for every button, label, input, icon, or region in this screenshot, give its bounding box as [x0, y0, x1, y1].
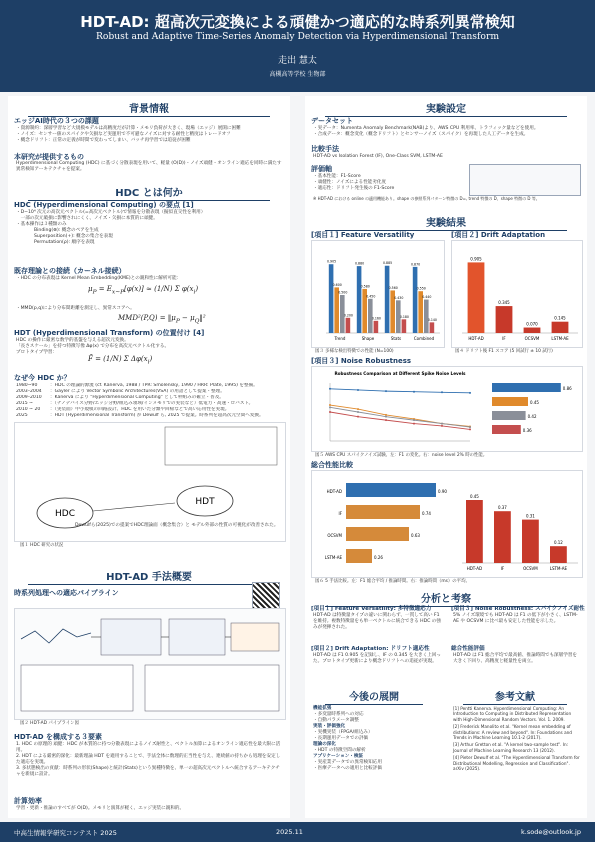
poster-title: HDT-AD: 超高次元変換による頑健かつ適応的な時系列異常検知 [80, 13, 515, 31]
data-point [329, 411, 331, 413]
tick-label: OCSVM [523, 566, 538, 571]
reference-item: [4] Pieter Dewulf et al. "The Hyperdimensional Transform for Distributional Modelling, Regression and Classification". arXiv (2025). [453, 755, 580, 772]
why-now-heading: なぜ今 HDC か？ [14, 374, 71, 382]
data-label: 0.905 [470, 256, 482, 262]
dataset-heading: データセット [311, 117, 353, 125]
timeline-event: ：（実装面）中小規模の回路設計、HDC を用いた分類や回帰などで高い応用性を実現。 [50, 407, 230, 412]
metrics-heading: 評価軸 [311, 165, 332, 173]
noise-robustness-chart [312, 367, 582, 451]
hdt-line: 「長さスケール」を持つ特徴写像 Δφ(x) で分布を高次元ベクトル化する。 [16, 344, 170, 349]
reference-item: [3] Arthur Gretton et al. "A kernel two-sample test". In: Journal of Machine Learning Research 13 (2012). [453, 742, 569, 753]
future-item: 機能拡張 [313, 706, 332, 711]
data-label: 0.550 [416, 286, 426, 291]
bar [494, 511, 511, 563]
data-point [357, 416, 359, 418]
analysis-2-text: HDT-AD は F1 0.905 を記録し、IF の 0.345 を大きく上回った。プロトタイプ更新により概念ドリフトへの追従が実現。 [313, 653, 442, 664]
data-point [385, 419, 387, 421]
component-item: 2. HDT による厳密的深化：最新理論 HDT を適用することで、手法全体に数理的正当性を与え、連続値の持ちから処理を安定した適応を実現。 [16, 754, 281, 765]
tick-label: LSTM-AE [324, 555, 342, 560]
data-point [329, 406, 331, 408]
component-item: 3. 多状態検出の貢献：時系列の形状(Shape)と統計(Stats)という異種特徴を、単一の超高次元ベクトルへ統合するアーキテクチャを新規に設計。 [16, 766, 280, 777]
data-label: 0.45 [530, 400, 539, 405]
data-point [385, 390, 387, 392]
bar [374, 321, 379, 333]
hdt-label: HDT [195, 497, 215, 507]
hdc-op-permutation: Permutation(ρ): 順序を表現 [34, 240, 95, 245]
tick-label: IF [500, 566, 505, 571]
data-label: 0.90 [438, 489, 447, 494]
update-box [145, 665, 279, 711]
figure-3-caption: 図３ 多様な検出特徴での性能 (N=100) [315, 349, 394, 354]
reference-item: [2] Frederick Manolito et al. "Kernel mean embedding of distributions: A review and beyond". In: Foundations and Trends in Machine Learning 10.1-2 (2017). [453, 724, 572, 741]
bar [385, 266, 390, 333]
chart-title: Robustness Comparison at Different Spike Noise Levels [334, 371, 466, 376]
series-line [330, 389, 470, 393]
data-label: 0.63 [411, 533, 420, 538]
figure-4-caption: 図４ ドリフト後 F1 スコア (5 回試行 ± 10 試行) [455, 349, 553, 354]
dataset-item: ・合成データ：概念変化（概念ドリフト）とセンサーノイズ（スパイク）を再現した人工データを生成。 [313, 132, 529, 137]
data-point [413, 423, 415, 425]
bar [346, 318, 351, 333]
tick-label: OCSVM [327, 533, 342, 538]
tick-label: IF [502, 336, 506, 341]
reference-item: [1] Pentti Kanerva. Hyperdimensional Computing: An Introduction to Computing in Distributed Representation with High-Dimensional Random Vectors. Vol. 1. 2009. [453, 706, 572, 722]
data-point [329, 404, 331, 406]
figure-1-note: Dewulfら(2025)での提案でHDC理論面（概念集合）と モデル外部の性質の可視化が改善された。 [75, 523, 279, 528]
challenge-item: ・概念ドリフト：正常の定義が時間で変わってしまい、バッチ再学習では追従が困難 [16, 138, 191, 143]
data-label: 0.070 [526, 321, 538, 327]
pipeline-diagram [15, 609, 285, 719]
hdc-op-binding: Binding(⊗): 概念のペアを生成 [34, 228, 99, 233]
figure-6-caption: 図６ 5 手法比較。左：F1 総合平均 / 推論時間。右：推論時間（ms）の平均。 [315, 579, 470, 584]
component-item: 1. HDC の原理的 頑健：HDC が本質的に持つ分散表現によるノイズ耐性と、ベクトル加算によるオンライン適応性を最大限に活用。 [16, 742, 281, 753]
baselines-heading: 比較手法 [311, 145, 339, 153]
hdt-heading: HDT (Hyperdimensional Transform) の位置付け [4] [14, 329, 205, 337]
encoder-box [101, 619, 161, 655]
data-label: 0.160 [371, 316, 381, 321]
figure-1 [14, 422, 286, 542]
data-label: 0.45 [469, 494, 479, 499]
timeline-event: ：Gayler により Vector Symbolic Architectures(VSA) の用語として提案・整理。 [50, 389, 225, 394]
bar [468, 262, 485, 333]
figure-1-caption: 図１ HDC 研究の状況 [20, 543, 64, 548]
data-point [385, 416, 387, 418]
timeline-year: 2025 [16, 413, 28, 418]
data-label: 0.36 [522, 428, 532, 433]
analysis-3-heading: [項目３] Noise Robustness: スパイクノイズ耐性 [451, 606, 585, 612]
figure-5-caption: 図５ AWS CPU スパイクノイズ試験。左：F1 の変化。右：noise level 2% 時の性能。 [315, 453, 488, 458]
future-item: ・自動パラメータ調整 [313, 718, 359, 723]
bar [402, 319, 407, 333]
metric-item: ・基本性能：F1-Score [313, 174, 361, 179]
event-name: 中高生情報学研究コンテスト 2025 [14, 829, 117, 837]
data-point [357, 408, 359, 410]
data-point [469, 392, 471, 394]
metrics-note: ※ HDT-AD における online の適用機能あり。shape の参照系列パターン特徴の D=, trend 特徴の D、shape 特徴の D 等。 [313, 196, 540, 201]
kernel-text: ・HDC の分布表現は Kernel Mean Embedding(KME)との親和性に解析可能： [16, 276, 182, 281]
future-item: ・HDT の特徴空間の解析 [313, 748, 366, 753]
exp2-title: [項目２] Drift Adaptation [451, 231, 546, 239]
right-column [305, 96, 587, 818]
event-date: 2025.11 [276, 828, 303, 836]
bar [346, 549, 372, 563]
footer [0, 822, 595, 842]
tick-label: HDT-AD [468, 336, 484, 341]
future-item: アプリケーション・検証 [313, 754, 364, 759]
author: 走出 慧太 [278, 56, 317, 66]
timeline-year: 1980~90 [16, 383, 38, 388]
future-item: ・多変量時系列への対応 [313, 712, 364, 717]
hdt-text [16, 338, 284, 356]
future-section-title: 今後の展開 [305, 688, 443, 703]
data-point [441, 425, 443, 427]
data-point [413, 391, 415, 393]
cost-text: 学習・更新・推論のすべてが O(D)。メモリと演算が軽く、エッジ実装に親和的。 [16, 806, 185, 811]
data-label: 0.180 [399, 314, 409, 319]
data-label: 0.86 [562, 386, 572, 391]
data-label: 0.26 [374, 555, 383, 560]
dataset-item: ・実データ：Numenta Anomaly Benchmark(NAB)より、AWS CPU 利用率、トラフィック量などを使用。 [313, 126, 539, 131]
timeline-year: 2010 ~ 20 [16, 407, 41, 412]
analysis-4-text: HDT-AD は F1 総合平均で最高値、推論時間でも深層学習を大きく下回り、高精度と軽量性を両立。 [453, 653, 578, 664]
tick-label: HDT-AD [466, 566, 483, 571]
challenges-list [16, 126, 284, 144]
timeline-event: ：Kanerva により "Hyperdimensional Computing" として枠組みの確立・普及。 [50, 395, 224, 400]
data-point [357, 389, 359, 391]
score-box [231, 623, 279, 651]
challenges-heading: エッジAI時代の３つの課題 [14, 117, 99, 125]
drift-adaptation-chart [452, 241, 582, 347]
pipeline-heading: 時系列処理への適応パイプライン [14, 589, 119, 597]
data-label: 0.145 [554, 315, 566, 321]
bar [346, 527, 409, 541]
poster-header [0, 0, 595, 92]
bar [524, 328, 541, 333]
metrics-list [313, 174, 463, 192]
components-heading: HDT-AD を構成する３要素 [14, 733, 102, 741]
data-label: 0.580 [360, 284, 370, 289]
data-label: 0.31 [525, 513, 535, 519]
figure-2 [14, 608, 286, 720]
references-list [453, 706, 581, 773]
kme-equation: $\mu_P = E_{x\sim P}[\varphi(x)] \approx (1/N)$ Σ $\varphi(x_i)$ [88, 285, 199, 296]
prototype-equation: F̄ = (1/N) Σ $\Delta\varphi(x_i)$ [88, 355, 153, 366]
contact-email[interactable]: k.sode@outlook.jp [521, 828, 581, 836]
bar [550, 546, 567, 563]
future-item: ・医療データへの適用と比較評価 [313, 766, 382, 771]
overview-section-title: HDT-AD 手法概要 [8, 568, 290, 583]
analysis-3-text: 5% ノイズ環境でも HDT-AD は F1 の低下が小さく、LSTM-AE や OCSVM に比べ最も安定した性能を示した。 [453, 613, 578, 624]
metric-item: ・頑健性：ノイズによる性能劣化度 [313, 180, 387, 185]
connector-line [93, 503, 175, 511]
timeline-event: ：HDT (Hyperdimensional Transform) が Dewulf ら, 2025 で提案。時系列を超高次元空間へ変換。 [50, 413, 264, 418]
data-point [329, 388, 331, 390]
analysis-1-text: HDT-AD は特徴量タイプの違いに関わらず、一貫して高い F1 を維持。複数特徴量をも単一ベクトルに統合できる HDC の強みが発揮された。 [313, 613, 441, 630]
bar [346, 505, 420, 519]
hdt-line: HDC の操作に厳密な数学的基盤を与える超次元変換。 [16, 338, 129, 343]
bar [329, 264, 334, 333]
tick-label: IF [338, 511, 342, 516]
affiliation: 高槻高等学校 生物部 [269, 71, 326, 78]
timeline-row [16, 413, 284, 419]
figure-2-caption: 図２ HDT-AD パイプライン図 [20, 721, 79, 726]
mmd-text: ・MMD(p,q)により分布間距離を測定し、異常スコアへ。 [16, 306, 135, 311]
background-section-title: 背景情報 [8, 100, 290, 115]
data-label: 0.42 [527, 414, 537, 419]
feature-versatility-chart [312, 241, 444, 347]
data-label: 0.200 [343, 313, 353, 318]
exp1-title: [項目１] Feature Versatility [311, 231, 415, 239]
future-item: 理論の深化 [313, 742, 336, 747]
bar [492, 383, 561, 392]
hdc-points [16, 210, 284, 246]
figure-4 [451, 240, 583, 348]
kernel-heading: 既存理論との接続（カーネル接続） [14, 267, 126, 275]
data-label: 0.74 [422, 511, 431, 516]
data-point [357, 411, 359, 413]
metric-item: ・適応性：ドリフト発生後の F1-Score [313, 186, 395, 191]
contribution-text: Hyperdimensional Computing (HDC) に基づく分散表現を用いて、軽量 (O(D))・ノイズ頑健・オンライン適応を同時に満たす異常検知アーキテクチャを提案。 [16, 161, 282, 172]
hdc-point: ・D∼10⁴ 次元の高次元ベクトル(=高次元ベクトル)で情報を分散表現（擬似直交性を利用） [16, 210, 206, 215]
tick-label: HDT-AD [326, 489, 342, 494]
challenge-item: ・資源制約：深層学習など大規模モデルは高精度だが計算・メモリ負荷が大きく、現場（エッジ）展開に困難 [16, 126, 241, 131]
data-label: 0.37 [497, 505, 507, 511]
bar [492, 425, 521, 434]
analysis-4-heading: 総合性能評価 [451, 646, 485, 652]
future-list [313, 706, 441, 772]
timeline-year: 2015 ~ [16, 401, 34, 406]
tick-label: LSTM-AE [549, 566, 568, 571]
hdc-point: ・基本操作は３種類のみ [16, 222, 67, 227]
bar [424, 300, 429, 333]
prototype-box [169, 619, 225, 655]
timeline-event: ：HDC の理論的源流 (cf. Kanerva, 1988 / TPR: Smolensky, 1990 / HRR: Plate, 1995) を整備。 [50, 383, 258, 388]
hdc-heading: HDC (Hyperdimensional Computing) の要点 [1] [14, 201, 194, 209]
data-point [385, 414, 387, 416]
data-label: 0.440 [422, 295, 432, 300]
figure-6 [311, 470, 583, 578]
data-label: 0.500 [338, 290, 348, 295]
analysis-2-heading: [項目２] Drift Adaptation: ドリフト適応性 [311, 646, 430, 652]
hdc-point: 一部の次元破損に影響されにくく、ノイズ・欠損に本質的に頑健。 [16, 216, 158, 221]
experiment-section-title: 実験設定 [305, 100, 587, 115]
bar [492, 397, 528, 406]
exp3-title: [項目３] Noise Robustness [311, 357, 412, 365]
data-point [413, 419, 415, 421]
components-list [16, 742, 284, 778]
references-section-title: 参考文献 [443, 688, 587, 703]
bar [430, 322, 435, 333]
poster-subtitle: Robust and Adaptive Time-Series Anomaly Detection via Hyperdimensional Transform [95, 31, 500, 42]
series-line [330, 412, 470, 429]
tick-label: Trend [334, 336, 346, 341]
data-label: 0.870 [411, 262, 421, 267]
bar [346, 483, 436, 497]
future-item: ・実機実装（FPGA/組込み） [313, 730, 373, 735]
settings-box [469, 164, 581, 196]
tick-label: LSTM-AE [551, 336, 569, 341]
analysis-1-heading: [項目１] Feature Versatility: 多特徴適応力 [311, 606, 432, 612]
overall-title: 総合性能比較 [311, 461, 353, 469]
formula-box [21, 665, 133, 711]
qr-code[interactable] [252, 582, 280, 610]
figure-3 [311, 240, 445, 348]
timeline-year: 2009–2010 [16, 395, 42, 400]
analysis-section-title: 分析と考察 [305, 590, 587, 605]
data-point [469, 428, 471, 430]
cost-heading: 計算効率 [14, 797, 42, 805]
data-label: 0.560 [388, 285, 398, 290]
tick-label: OCSVM [524, 336, 540, 341]
data-label: 0.880 [355, 261, 365, 266]
bar [492, 411, 526, 420]
dataset-list [313, 126, 581, 138]
timeline [16, 383, 284, 419]
tick-label: Shape [361, 336, 375, 341]
data-label: 0.450 [366, 294, 376, 299]
mmd-equation: $MMD^2(P,Q) = ‖\mu_P$ − $\mu_Q‖^2$ [118, 314, 206, 325]
hdt-line: プロトタイプ学習： [16, 350, 58, 355]
bar [522, 520, 539, 563]
figure-5 [311, 366, 583, 452]
hdc-label: HDC [55, 509, 75, 519]
tick-label: Combined [413, 336, 435, 341]
data-label: 0.430 [394, 295, 404, 300]
data-point [441, 423, 443, 425]
results-section-title: 実験結果 [305, 214, 587, 229]
hdt-note-box [165, 427, 277, 465]
timeline-year: 2003–2004 [16, 389, 42, 394]
bar [413, 267, 418, 333]
data-point [469, 426, 471, 428]
composite-chart [312, 471, 582, 577]
challenge-item: ・ノイズ：センサー値のスパイクや欠損など実運用で不可避なノイズに対する耐性と精度はトレードオフ [16, 132, 231, 137]
future-item: 実装・評価強化 [313, 724, 346, 729]
contribution-heading: 本研究が提供するもの [14, 153, 84, 161]
data-label: 0.905 [327, 259, 337, 264]
bar [466, 500, 483, 563]
data-label: 0.345 [498, 300, 510, 306]
input-series [21, 629, 91, 643]
left-column [8, 96, 290, 818]
hdc-section-title: HDC とは何か [8, 184, 290, 199]
data-label: 0.12 [553, 540, 563, 546]
data-point [441, 391, 443, 393]
hdc-op-superposition: Superposition(+): 概念の集合を表現 [34, 234, 113, 239]
future-item: ・実産業データでの異常検知応用 [313, 760, 382, 765]
baselines-text: HDT-AD vs Isolation Forest (IF), One-Class SVM, LSTM-AE [313, 154, 443, 159]
timeline-event: ：（ナノデバイス分野/エッジ分野/組込み領域/インメモリでの実装など）低電力・高速・ロバスト。 [50, 401, 254, 406]
bar [496, 306, 513, 333]
data-label: 0.600 [332, 282, 342, 287]
data-label: 0.885 [383, 261, 393, 266]
bar [357, 266, 362, 333]
data-label: 0.140 [427, 317, 437, 322]
future-item: ・長期運用データでの評価 [313, 736, 369, 741]
bar [552, 322, 569, 333]
tick-label: Stats [390, 336, 402, 341]
